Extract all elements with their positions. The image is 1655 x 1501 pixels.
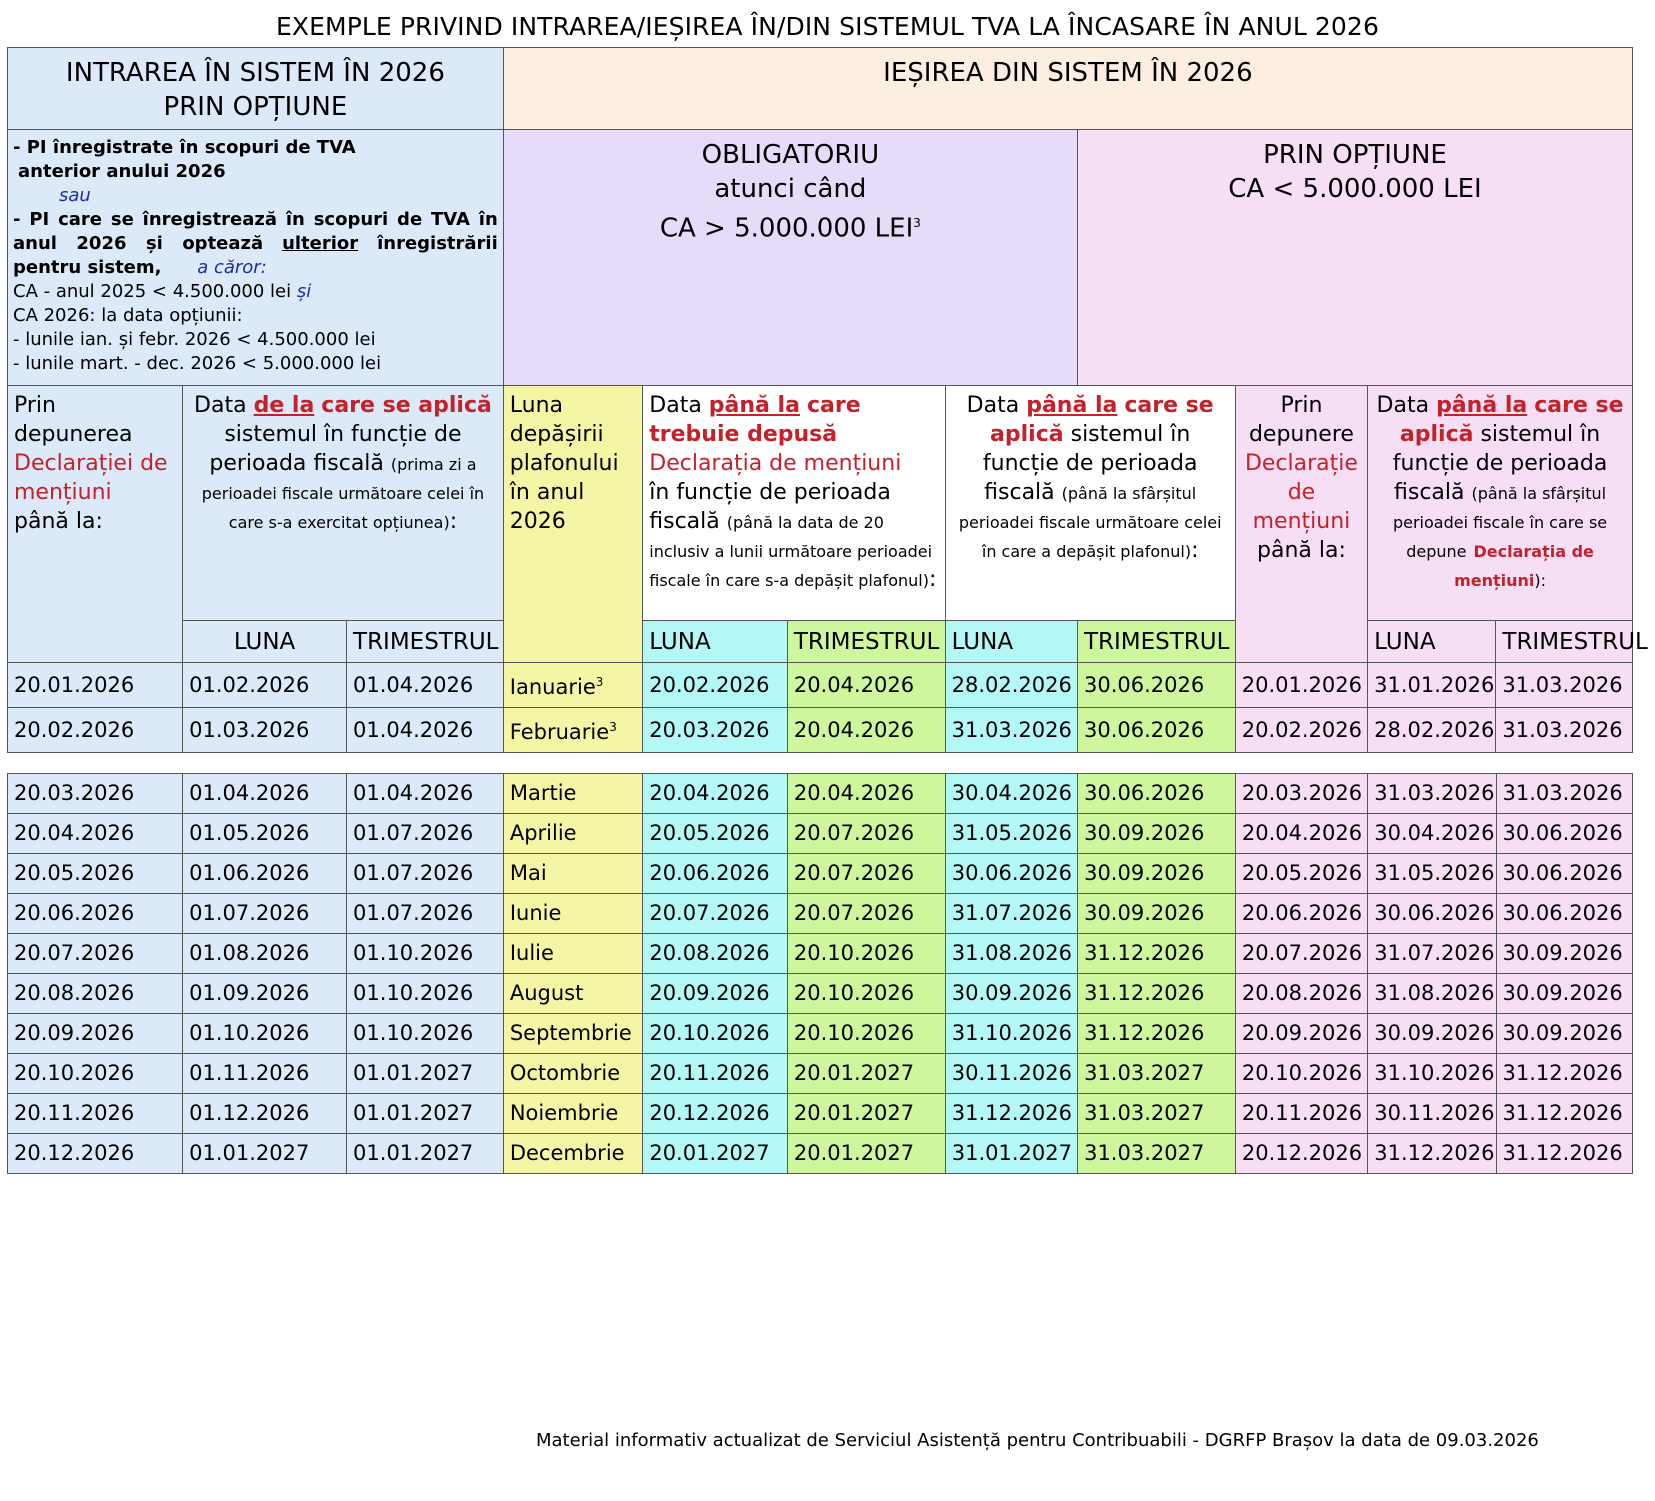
entry-deadline-cell: 20.11.2026 bbox=[8, 1094, 183, 1134]
entry-deadline-cell: 20.08.2026 bbox=[8, 974, 183, 1014]
exceed-month-cell: Februarie$^3$ bbox=[503, 708, 642, 753]
entry-month-cell: 01.09.2026 bbox=[183, 974, 347, 1014]
opt-deadline-cell: 20.08.2026 bbox=[1235, 974, 1367, 1014]
entry-quarter-cell: 01.07.2026 bbox=[347, 814, 504, 854]
opt-month-cell: 31.10.2026 bbox=[1368, 1054, 1496, 1094]
table-row bbox=[8, 1094, 1633, 1134]
opt-deadline-cell: 20.06.2026 bbox=[1235, 894, 1367, 934]
opt-deadline-cell: 20.04.2026 bbox=[1235, 814, 1367, 854]
entry-deadline-cell: 20.02.2026 bbox=[8, 708, 183, 753]
entry-conditions: - PI înregistrate în scopuri de TVA anterior anului 2026 sau - PI care se înregistrează în scopuri de TVA în anul 2026 și optează ulterior înregistrării pentru sistem, a căror: CA - anul 2025 < 4.500.000 lei și CA 2026: la data opțiunii: - lunile ian. și febr. 2026 < 4.500.000 lei - lunile mart. - dec. 2026 < 5.000.000 lei bbox=[8, 130, 504, 386]
apply-month-cell: 30.04.2026 bbox=[945, 774, 1077, 814]
opt-deadline-cell: 20.09.2026 bbox=[1235, 1014, 1367, 1054]
optional-exit-box: PRIN OPȚIUNE CA < 5.000.000 LEI bbox=[1077, 130, 1632, 386]
exceed-month-cell: Martie bbox=[503, 774, 642, 814]
entry-apply-date-header: Data de la care se aplică sistemul în funcție de perioada fiscală (prima zi a perioadei fiscale următoare celei în care s-a exercitat opțiunea): bbox=[183, 386, 504, 621]
table-row bbox=[8, 814, 1633, 854]
decl-month-cell: 20.07.2026 bbox=[643, 894, 788, 934]
table-row bbox=[8, 774, 1633, 814]
entry-month-cell: 01.05.2026 bbox=[183, 814, 347, 854]
table-row bbox=[8, 974, 1633, 1014]
opt-quarter-cell: 30.06.2026 bbox=[1496, 854, 1632, 894]
opt-month-cell: 30.04.2026 bbox=[1368, 814, 1496, 854]
opt-quarter-cell: 31.12.2026 bbox=[1496, 1134, 1632, 1174]
opt-deadline-cell: 20.07.2026 bbox=[1235, 934, 1367, 974]
entry-deadline-cell: 20.10.2026 bbox=[8, 1054, 183, 1094]
bottom-rows bbox=[8, 774, 1633, 1174]
opt-month-cell: 31.03.2026 bbox=[1368, 774, 1496, 814]
entry-quarter-cell: 01.10.2026 bbox=[347, 1014, 504, 1054]
lower-table bbox=[7, 773, 1633, 1174]
entry-month-cell: 01.12.2026 bbox=[183, 1094, 347, 1134]
table-row bbox=[8, 894, 1633, 934]
entry-month-cell: 01.08.2026 bbox=[183, 934, 347, 974]
col-trimestrul: TRIMESTRUL bbox=[347, 621, 504, 663]
opt-month-cell: 31.01.2026 bbox=[1368, 663, 1496, 708]
decl-month-cell: 20.04.2026 bbox=[643, 774, 788, 814]
exit-header: IEȘIREA DIN SISTEM ÎN 2026 bbox=[503, 48, 1632, 130]
col-luna: LUNA bbox=[1368, 621, 1496, 663]
apply-quarter-cell: 30.09.2026 bbox=[1078, 854, 1236, 894]
opt-month-cell: 31.12.2026 bbox=[1368, 1134, 1496, 1174]
apply-quarter-cell: 31.12.2026 bbox=[1078, 1014, 1236, 1054]
entry-deadline-cell: 20.12.2026 bbox=[8, 1134, 183, 1174]
opt-quarter-cell: 30.09.2026 bbox=[1496, 934, 1632, 974]
decl-quarter-cell: 20.10.2026 bbox=[787, 974, 945, 1014]
entry-month-cell: 01.07.2026 bbox=[183, 894, 347, 934]
exceed-month-cell: Ianuarie$^3$ bbox=[503, 663, 642, 708]
opt-quarter-cell: 31.12.2026 bbox=[1496, 1054, 1632, 1094]
apply-month-cell: 30.09.2026 bbox=[945, 974, 1077, 1014]
apply-month-cell: 31.05.2026 bbox=[945, 814, 1077, 854]
entry-quarter-cell: 01.04.2026 bbox=[347, 708, 504, 753]
entry-deadline-cell: 20.07.2026 bbox=[8, 934, 183, 974]
opt-deadline-cell: 20.03.2026 bbox=[1235, 774, 1367, 814]
apply-month-cell: 31.07.2026 bbox=[945, 894, 1077, 934]
opt-quarter-cell: 31.03.2026 bbox=[1496, 774, 1632, 814]
decl-month-cell: 20.10.2026 bbox=[643, 1014, 788, 1054]
decl-month-cell: 20.06.2026 bbox=[643, 854, 788, 894]
entry-deadline-cell: 20.03.2026 bbox=[8, 774, 183, 814]
entry-month-cell: 01.01.2027 bbox=[183, 1134, 347, 1174]
decl-month-cell: 20.02.2026 bbox=[643, 663, 788, 708]
exceed-month-cell: Aprilie bbox=[503, 814, 642, 854]
apply-month-cell: 31.10.2026 bbox=[945, 1014, 1077, 1054]
decl-quarter-cell: 20.07.2026 bbox=[787, 814, 945, 854]
exceed-month-cell: Mai bbox=[503, 854, 642, 894]
exceed-month-cell: Noiembrie bbox=[503, 1094, 642, 1134]
opt-quarter-cell: 30.09.2026 bbox=[1496, 1014, 1632, 1054]
exceed-month-cell: Septembrie bbox=[503, 1014, 642, 1054]
col-trimestrul: TRIMESTRUL bbox=[787, 621, 945, 663]
table-row bbox=[8, 708, 1633, 753]
decl-quarter-cell: 20.01.2027 bbox=[787, 1094, 945, 1134]
col-luna: LUNA bbox=[945, 621, 1077, 663]
decl-quarter-cell: 20.07.2026 bbox=[787, 894, 945, 934]
opt-deadline-cell: 20.02.2026 bbox=[1235, 708, 1367, 753]
opt-month-cell: 30.11.2026 bbox=[1368, 1094, 1496, 1134]
decl-quarter-cell: 20.07.2026 bbox=[787, 854, 945, 894]
apply-quarter-cell: 30.06.2026 bbox=[1077, 663, 1235, 708]
entry-month-cell: 01.11.2026 bbox=[183, 1054, 347, 1094]
apply-month-cell: 30.11.2026 bbox=[945, 1054, 1077, 1094]
decl-quarter-cell: 20.01.2027 bbox=[787, 1134, 945, 1174]
table-row bbox=[8, 1134, 1633, 1174]
opt-quarter-cell: 30.06.2026 bbox=[1496, 894, 1632, 934]
mandatory-apply-until-header: Data până la care se aplică sistemul în funcție de perioada fiscală (până la sfârșitul perioadei fiscale următoare celei în care a depășit plafonul): bbox=[945, 386, 1235, 621]
col-trimestrul: TRIMESTRUL bbox=[1496, 621, 1633, 663]
entry-quarter-cell: 01.07.2026 bbox=[347, 894, 504, 934]
opt-month-cell: 31.07.2026 bbox=[1368, 934, 1496, 974]
footer-note: Material informativ actualizat de Serviciul Asistență pentru Contribuabili - DGRFP Brașov la data de 09.03.2026 bbox=[536, 1430, 1539, 1451]
entry-quarter-cell: 01.04.2026 bbox=[347, 663, 504, 708]
apply-quarter-cell: 30.06.2026 bbox=[1078, 774, 1236, 814]
entry-month-cell: 01.06.2026 bbox=[183, 854, 347, 894]
apply-quarter-cell: 31.03.2027 bbox=[1078, 1094, 1236, 1134]
apply-month-cell: 31.12.2026 bbox=[945, 1094, 1077, 1134]
opt-quarter-cell: 30.09.2026 bbox=[1496, 974, 1632, 1014]
entry-month-cell: 01.03.2026 bbox=[183, 708, 347, 753]
entry-month-cell: 01.10.2026 bbox=[183, 1014, 347, 1054]
table-row bbox=[8, 663, 1633, 708]
top-rows bbox=[8, 663, 1633, 753]
opt-deadline-cell: 20.01.2026 bbox=[1235, 663, 1367, 708]
apply-month-cell: 30.06.2026 bbox=[945, 854, 1077, 894]
entry-deadline-cell: 20.09.2026 bbox=[8, 1014, 183, 1054]
apply-quarter-cell: 31.03.2027 bbox=[1078, 1054, 1236, 1094]
table-row bbox=[8, 854, 1633, 894]
optional-apply-until-header: Data până la care se aplică sistemul în funcție de perioada fiscală (până la sfârșitul perioadei fiscale în care se depune Declarația de mențiuni): bbox=[1368, 386, 1633, 621]
exceed-month-cell: Iunie bbox=[503, 894, 642, 934]
table-row bbox=[8, 1054, 1633, 1094]
decl-month-cell: 20.09.2026 bbox=[643, 974, 788, 1014]
decl-quarter-cell: 20.04.2026 bbox=[787, 774, 945, 814]
apply-quarter-cell: 30.09.2026 bbox=[1078, 814, 1236, 854]
decl-month-cell: 20.08.2026 bbox=[643, 934, 788, 974]
opt-quarter-cell: 30.06.2026 bbox=[1496, 814, 1632, 854]
exceed-month-cell: Iulie bbox=[503, 934, 642, 974]
entry-quarter-cell: 01.10.2026 bbox=[347, 974, 504, 1014]
entry-quarter-cell: 01.07.2026 bbox=[347, 854, 504, 894]
entry-deadline-cell: 20.01.2026 bbox=[8, 663, 183, 708]
exceed-month-cell: Octombrie bbox=[503, 1054, 642, 1094]
entry-header: INTRAREA ÎN SISTEM ÎN 2026 PRIN OPȚIUNE bbox=[8, 48, 504, 130]
apply-quarter-cell: 30.06.2026 bbox=[1077, 708, 1235, 753]
page-title: EXEMPLE PRIVIND INTRAREA/IEȘIREA ÎN/DIN SISTEMUL TVA LA ÎNCASARE ÎN ANUL 2026 bbox=[276, 12, 1379, 41]
entry-deadline-header: Prin depunerea Declarației de mențiuni până la: bbox=[8, 386, 183, 663]
entry-quarter-cell: 01.01.2027 bbox=[347, 1094, 504, 1134]
apply-quarter-cell: 30.09.2026 bbox=[1078, 894, 1236, 934]
entry-deadline-cell: 20.06.2026 bbox=[8, 894, 183, 934]
entry-deadline-cell: 20.04.2026 bbox=[8, 814, 183, 854]
apply-quarter-cell: 31.03.2027 bbox=[1078, 1134, 1236, 1174]
decl-quarter-cell: 20.04.2026 bbox=[787, 663, 945, 708]
opt-deadline-cell: 20.10.2026 bbox=[1235, 1054, 1367, 1094]
col-luna: LUNA bbox=[183, 621, 347, 663]
entry-quarter-cell: 01.04.2026 bbox=[347, 774, 504, 814]
opt-quarter-cell: 31.03.2026 bbox=[1496, 708, 1633, 753]
apply-month-cell: 31.08.2026 bbox=[945, 934, 1077, 974]
mandatory-declaration-header: Data până la care trebuie depusă Declarația de mențiuni în funcție de perioada fiscală (până la data de 20 inclusiv a lunii următoare perioadei fiscale în care s-a depășit plafonul): bbox=[643, 386, 945, 621]
col-luna: LUNA bbox=[643, 621, 788, 663]
decl-quarter-cell: 20.04.2026 bbox=[787, 708, 945, 753]
apply-quarter-cell: 31.12.2026 bbox=[1078, 934, 1236, 974]
opt-month-cell: 28.02.2026 bbox=[1368, 708, 1496, 753]
opt-deadline-cell: 20.12.2026 bbox=[1235, 1134, 1367, 1174]
main-table bbox=[7, 47, 1648, 753]
decl-month-cell: 20.12.2026 bbox=[643, 1094, 788, 1134]
apply-quarter-cell: 31.12.2026 bbox=[1078, 974, 1236, 1014]
exceed-month-header: Luna depășirii plafonului în anul 2026 bbox=[503, 386, 642, 663]
decl-month-cell: 20.01.2027 bbox=[643, 1134, 788, 1174]
opt-quarter-cell: 31.12.2026 bbox=[1496, 1094, 1632, 1134]
opt-month-cell: 30.09.2026 bbox=[1368, 1014, 1496, 1054]
decl-quarter-cell: 20.10.2026 bbox=[787, 934, 945, 974]
apply-month-cell: 31.01.2027 bbox=[945, 1134, 1077, 1174]
decl-month-cell: 20.03.2026 bbox=[643, 708, 788, 753]
entry-quarter-cell: 01.01.2027 bbox=[347, 1134, 504, 1174]
mandatory-exit-box: OBLIGATORIU atunci când CA > 5.000.000 LEI$^3$ bbox=[503, 130, 1077, 386]
opt-month-cell: 31.08.2026 bbox=[1368, 974, 1496, 1014]
decl-month-cell: 20.11.2026 bbox=[643, 1054, 788, 1094]
decl-quarter-cell: 20.01.2027 bbox=[787, 1054, 945, 1094]
col-trimestrul: TRIMESTRUL bbox=[1077, 621, 1235, 663]
decl-quarter-cell: 20.10.2026 bbox=[787, 1014, 945, 1054]
decl-month-cell: 20.05.2026 bbox=[643, 814, 788, 854]
entry-month-cell: 01.02.2026 bbox=[183, 663, 347, 708]
entry-quarter-cell: 01.01.2027 bbox=[347, 1054, 504, 1094]
opt-deadline-cell: 20.11.2026 bbox=[1235, 1094, 1367, 1134]
exceed-month-cell: August bbox=[503, 974, 642, 1014]
optional-deadline-header: Prin depunere Declarație de mențiuni până la: bbox=[1235, 386, 1367, 663]
opt-month-cell: 30.06.2026 bbox=[1368, 894, 1496, 934]
exceed-month-cell: Decembrie bbox=[503, 1134, 642, 1174]
opt-quarter-cell: 31.03.2026 bbox=[1496, 663, 1633, 708]
entry-deadline-cell: 20.05.2026 bbox=[8, 854, 183, 894]
table-row bbox=[8, 1014, 1633, 1054]
apply-month-cell: 28.02.2026 bbox=[945, 663, 1077, 708]
table-row bbox=[8, 934, 1633, 974]
opt-deadline-cell: 20.05.2026 bbox=[1235, 854, 1367, 894]
entry-month-cell: 01.04.2026 bbox=[183, 774, 347, 814]
entry-quarter-cell: 01.10.2026 bbox=[347, 934, 504, 974]
apply-month-cell: 31.03.2026 bbox=[945, 708, 1077, 753]
opt-month-cell: 31.05.2026 bbox=[1368, 854, 1496, 894]
